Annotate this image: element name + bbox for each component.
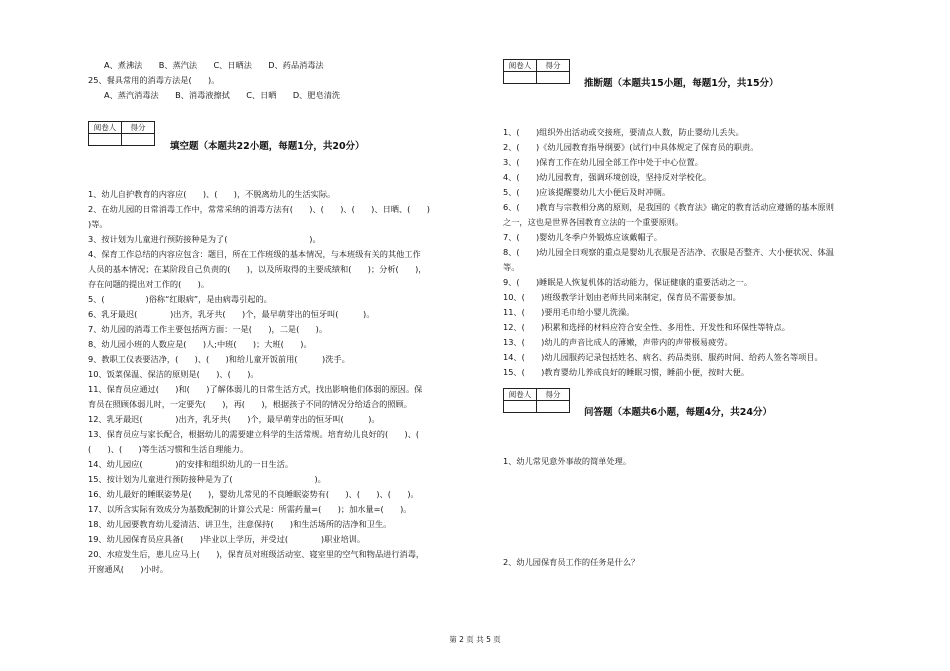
fill-line: 人员的基本情况；在某阶段自己负责的( )，以及所取得的主要成绩和( )；分析( )， (88, 264, 427, 274)
judge-line: 13、( )幼儿的声音比成人的薄嫩，声带内的声带极易疲劳。 (503, 337, 733, 347)
reviewer-cell (504, 401, 537, 413)
fill-line: 20、水痘发生后，患儿应马上( )，保育员对班级活动室、寝室里的空气和物品进行消毒， (88, 549, 425, 559)
fill-line: 6、乳牙最迟( )出齐，乳牙共( )个，最早萌芽出的恒牙叫( )。 (88, 309, 375, 319)
fill-line: 15、按计划为儿童进行预防接种是为了( )。 (88, 474, 326, 484)
q25-stem: 25、餐具常用的消毒方法是( )。 (88, 75, 220, 85)
judge-line: 8、( )幼儿园全日观察的重点是婴幼儿衣服是否洁净、衣服是否整齐、大小便状况、体温 (503, 247, 834, 257)
reviewer-label: 阅卷人 (504, 60, 537, 72)
score-label: 得分 (122, 122, 155, 134)
judge-line: 11、( )要用毛巾给小婴儿洗澡。 (503, 307, 635, 317)
fill-line: 10、饭菜保温、保洁的原则是( )、( )。 (88, 369, 259, 379)
fill-line: 育员在照顾体弱儿时，一定要先( )，再( )，根据孩子不同的情况分给适合的照顾。 (88, 399, 412, 409)
q24-options: A、煮沸法 B、蒸汽法 C、日晒法 D、药品消毒法 (104, 60, 324, 70)
judge-line: 1、( )组织外出活动或交接班，要清点人数，防止婴幼儿丢失。 (503, 127, 744, 137)
fill-line: )等。 (88, 219, 108, 229)
fill-line: 13、保育员应与家长配合，根据幼儿的需要建立科学的生活常规。培育幼儿良好的( )、( (88, 429, 420, 439)
fill-line: 9、教职工仪表要洁净，( )、( )和给儿童开饭前用( )洗手。 (88, 354, 350, 364)
fill-line: 17、以所含实际有效成分为基数配制的计算公式是：所需药量=( )；加水量=( )。 (88, 504, 412, 514)
score-cell (122, 134, 155, 146)
fill-line: 14、幼儿园应( )的安排和组织幼儿的一日生活。 (88, 459, 294, 469)
judge-line: 3、( )保育工作在幼儿园全部工作中处于中心位置。 (503, 157, 703, 167)
fill-line: 12、乳牙最迟( )出齐，乳牙共( )个，最早萌芽出的恒牙叫( )。 (88, 414, 380, 424)
judge-score-box (503, 59, 570, 84)
judge-line: 2、( )《幼儿园教育指导纲要》(试行)中具体规定了保育员的职责。 (503, 142, 759, 152)
fill-line: 开窗通风( )小时。 (88, 564, 169, 574)
fill-line: ( )、( )等生活习惯和生活自理能力。 (88, 444, 249, 454)
fill-line: 1、幼儿自护教育的内容应( )、( )，不脱离幼儿的生活实际。 (88, 189, 336, 199)
judge-section-title: 推断题（本题共15小题，每题1分，共15分） (584, 78, 779, 89)
judge-line: 15、( )教育婴幼儿养成良好的睡眠习惯，睡前小便，按时大便。 (503, 367, 750, 377)
reviewer-cell (89, 134, 122, 146)
fill-line: 7、幼儿园的消毒工作主要包括两方面：一是( )，二是( )。 (88, 324, 328, 334)
judge-line: 6、( )教育与宗教相分离的原则，是我国的《教育法》确定的教育活动应遵循的基本原则 (503, 202, 834, 212)
qa-section-title: 问答题（本题共6小题，每题4分，共24分） (584, 407, 772, 418)
judge-line: 9、( )睡眠是人恢复机体的活动能力，保证健康的重要活动之一。 (503, 277, 753, 287)
fill-line: 3、按计划为儿童进行预防接种是为了( )。 (88, 234, 321, 244)
fill-line: 16、幼儿最好的睡眠姿势是( )，婴幼儿常见的不良睡眠姿势有( )、( )、( )。 (88, 489, 419, 499)
fill-line: 5、( )俗称“红眼病”，是由病毒引起的。 (88, 294, 272, 304)
judge-line: 12、( )积累和选择的材料应符合安全性、多用性、开发性和环保性等特点。 (503, 322, 790, 332)
fill-section-title: 填空题（本题共22小题，每题1分，共20分） (170, 141, 365, 152)
judge-line: 10、( )班级教学计划由老师共同来制定，保育员不需要参加。 (503, 292, 741, 302)
judge-line: 14、( )幼儿园服药记录包括姓名、病名、药品类别、服药时间、给药人签名等项目。 (503, 352, 823, 362)
fill-line: 19、幼儿园保育员应具备( )毕业以上学历，并受过( )职业培训。 (88, 534, 366, 544)
score-label: 得分 (537, 389, 570, 401)
judge-line: 7、( )婴幼儿冬季户外锻炼应该戴帽子。 (503, 232, 662, 242)
fill-line: 4、保育工作总结的内容应包含：题目，所在工作班级的基本情况，与本班级有关的其他工作 (88, 249, 421, 259)
judge-line: 之一，这也是世界各国教育立法的一个重要原则。 (503, 217, 684, 227)
score-cell (537, 401, 570, 413)
fill-line: 11、保育员应通过( )和( )了解体弱儿的日常生活方式，找出影响他们体弱的原因。保 (88, 384, 423, 394)
fill-line: 18、幼儿园要教育幼儿爱清洁、讲卫生，注意保持( )和生活场所的洁净和卫生。 (88, 519, 392, 529)
fill-score-box (88, 121, 155, 146)
judge-line: 等。 (503, 262, 520, 272)
score-label: 得分 (537, 60, 570, 72)
reviewer-cell (504, 72, 537, 84)
judge-line: 5、( )应该提醒婴幼儿大小便后及时冲厕。 (503, 187, 671, 197)
fill-line: 存在问题的提出对工作的( )。 (88, 279, 210, 289)
score-cell (537, 72, 570, 84)
qa-score-box (503, 388, 570, 413)
fill-line: 8、幼儿园小班的人数应是( )人;中班( )；大班( )。 (88, 339, 312, 349)
judge-line: 4、( )幼儿园教育，强调环境创设，坚持反对学校化。 (503, 172, 712, 182)
qa-question-2: 2、幼儿园保育员工作的任务是什么？ (503, 557, 640, 567)
fill-line: 2、在幼儿园的日常消毒工作中，常常采纳的消毒方法有( )、( )、( )、日晒、( ) (88, 204, 430, 214)
q25-options: A、蒸汽消毒法 B、消毒液擦拭 C、日晒 D、肥皂清洗 (104, 90, 341, 100)
page-footer: 第 2 页 共 5 页 (449, 635, 501, 644)
reviewer-label: 阅卷人 (89, 122, 122, 134)
reviewer-label: 阅卷人 (504, 389, 537, 401)
qa-question-1: 1、幼儿常见意外事故的简单处理。 (503, 456, 632, 466)
